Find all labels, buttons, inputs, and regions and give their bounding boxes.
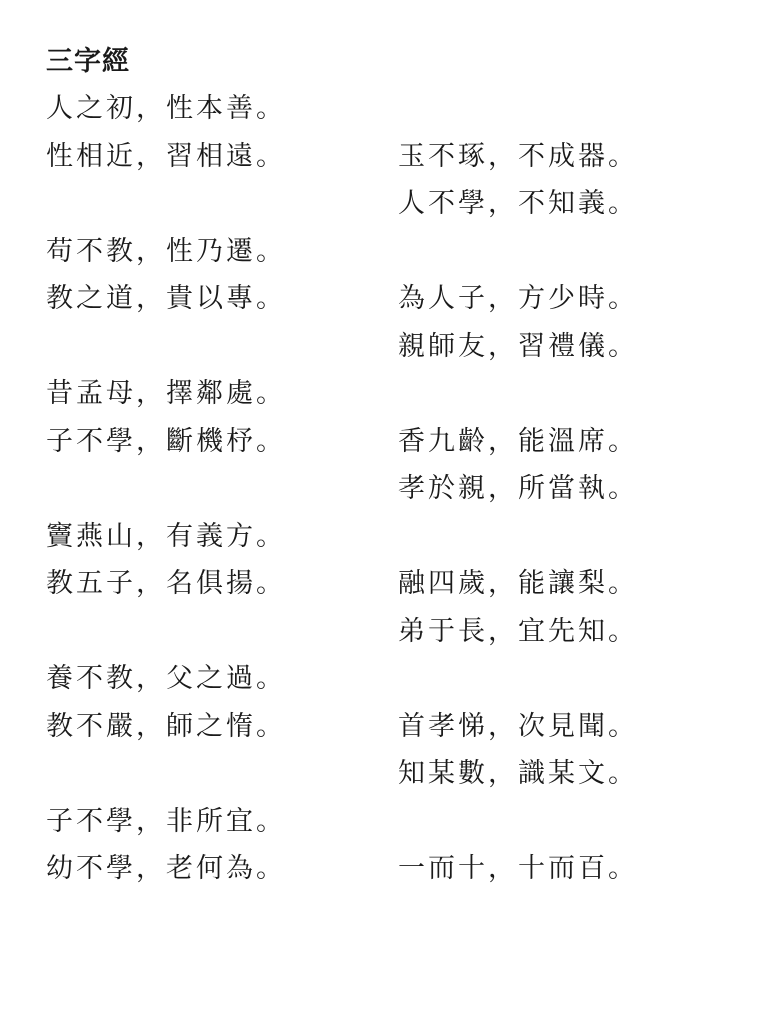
verse-line-left: 性相近，習相遠。 <box>46 140 286 172</box>
verse-line-left: 子不學，斷機杼。 <box>46 425 286 457</box>
document-title: 三字經 <box>46 46 130 77</box>
verse-line-right: 融四歲，能讓梨。 <box>398 568 638 599</box>
verse-line-left: 人之初，性本善。 <box>46 93 286 124</box>
verse-line-left: 養不教，父之過。 <box>46 663 286 694</box>
verse-line-left: 苟不教，性乃遷。 <box>46 235 286 267</box>
verse-line-right: 知某數，識某文。 <box>398 758 638 789</box>
verse-line-left: 教不嚴，師之惰。 <box>46 710 286 742</box>
verse-line-right: 親師友，習禮儀。 <box>398 330 638 362</box>
verse-line-left: 子不學，非所宜。 <box>46 805 286 837</box>
verse-line-right: 弟于長，宜先知。 <box>398 615 638 647</box>
verse-line-right: 一而十，十而百。 <box>398 853 638 884</box>
verse-line-left: 幼不學，老何為。 <box>46 853 286 884</box>
verse-line-right: 孝於親，所當執。 <box>398 473 638 504</box>
verse-line-right: 玉不琢，不成器。 <box>398 140 638 172</box>
verse-line-right: 首孝悌，次見聞。 <box>398 710 638 742</box>
verse-line-left: 教之道，貴以專。 <box>46 283 286 314</box>
verse-line-left: 昔孟母，擇鄰處。 <box>46 378 286 409</box>
verse-line-right: 為人子，方少時。 <box>398 283 638 314</box>
verse-line-right: 人不學，不知義。 <box>398 188 638 219</box>
verse-line-left: 竇燕山，有義方。 <box>46 520 286 552</box>
verse-line-left: 教五子，名俱揚。 <box>46 568 286 599</box>
verse-line-right: 香九齡，能溫席。 <box>398 425 638 457</box>
